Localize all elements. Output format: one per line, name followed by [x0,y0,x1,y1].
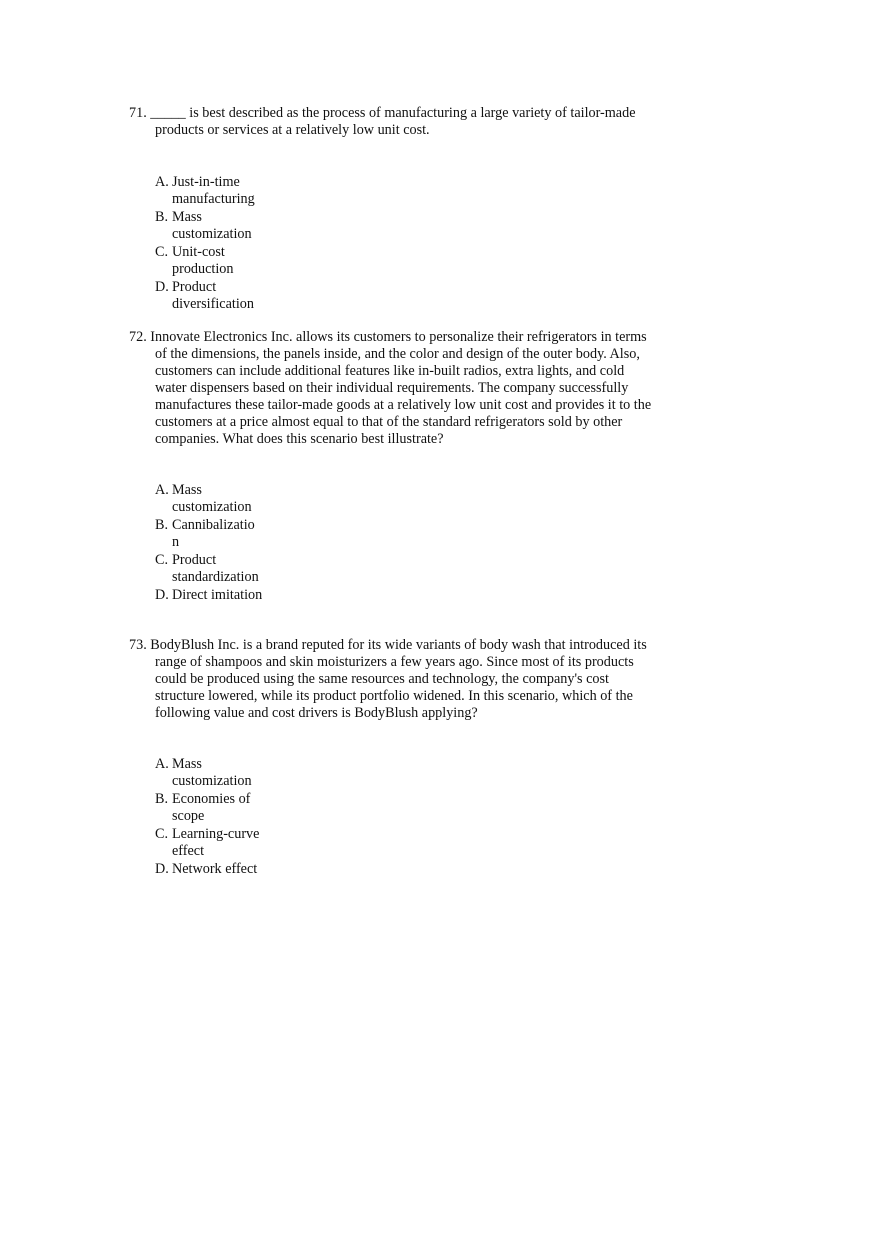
option-text: Direct imitation [172,587,263,603]
option-b[interactable] [155,791,280,825]
answer-options [155,482,280,605]
option-text: Mass customization [172,209,252,242]
option-c[interactable] [155,244,280,278]
question-71 [129,105,659,312]
option-text: Unit-cost production [172,244,234,277]
answer-options [155,756,280,879]
question-number: 73. [129,637,147,653]
option-d[interactable] [155,861,280,878]
option-b[interactable] [155,209,280,243]
option-letter: B. [155,791,169,807]
question-73 [129,637,659,877]
option-text: Product diversification [172,279,254,312]
option-letter: A. [155,174,169,190]
option-letter: A. [155,756,169,772]
answer-options [155,174,280,314]
option-text: Mass customization [172,482,252,515]
option-a[interactable] [155,174,280,208]
question-text [129,105,659,139]
option-text: Cannibalization [172,517,255,550]
option-c[interactable] [155,826,280,860]
question-text [129,329,659,448]
option-d[interactable] [155,587,280,604]
question-number: 72. [129,329,147,345]
option-text: Product standardization [172,552,259,585]
option-c[interactable] [155,552,280,586]
option-text: Just-in-time manufacturing [172,174,255,207]
option-letter: C. [155,552,169,568]
option-b[interactable] [155,517,280,551]
option-text: Mass customization [172,756,252,789]
option-a[interactable] [155,756,280,790]
option-letter: C. [155,244,169,260]
option-letter: D. [155,861,169,877]
option-letter: D. [155,279,169,295]
option-letter: B. [155,517,169,533]
option-letter: A. [155,482,169,498]
option-d[interactable] [155,279,280,313]
question-stem: BodyBlush Inc. is a brand reputed for its wide variants of body wash that introduced its range of shampoos and skin moisturizers a few years ago. Since most of its products could be produced using the same resources and technology, the company's cost structure lowered, while its product portfolio widened. In this scenario, which of the following value and cost drivers is BodyBlush applying? [150,637,647,721]
question-text [129,637,659,722]
option-a[interactable] [155,482,280,516]
option-letter: D. [155,587,169,603]
option-text: Network effect [172,861,258,877]
option-text: Learning-curve effect [172,826,260,859]
question-number: 71. [129,105,147,121]
option-letter: C. [155,826,169,842]
option-text: Economies of scope [172,791,251,824]
option-letter: B. [155,209,169,225]
question-72 [129,329,659,603]
question-stem: _____ is best described as the process of manufacturing a large variety of tailor-made products or services at a relatively low unit cost. [150,105,636,138]
question-stem: Innovate Electronics Inc. allows its customers to personalize their refrigerators in terms of the dimensions, the panels inside, and the color and design of the outer body. Also, customers can include additional features like in-built radios, extra lights, and cold water dispensers based on their individual requirements. The company successfully manufactures these tailor-made goods at a relatively low unit cost and provides it to the customers at a price almost equal to that of the standard refrigerators sold by other companies. What does this scenario best illustrate? [150,329,652,447]
